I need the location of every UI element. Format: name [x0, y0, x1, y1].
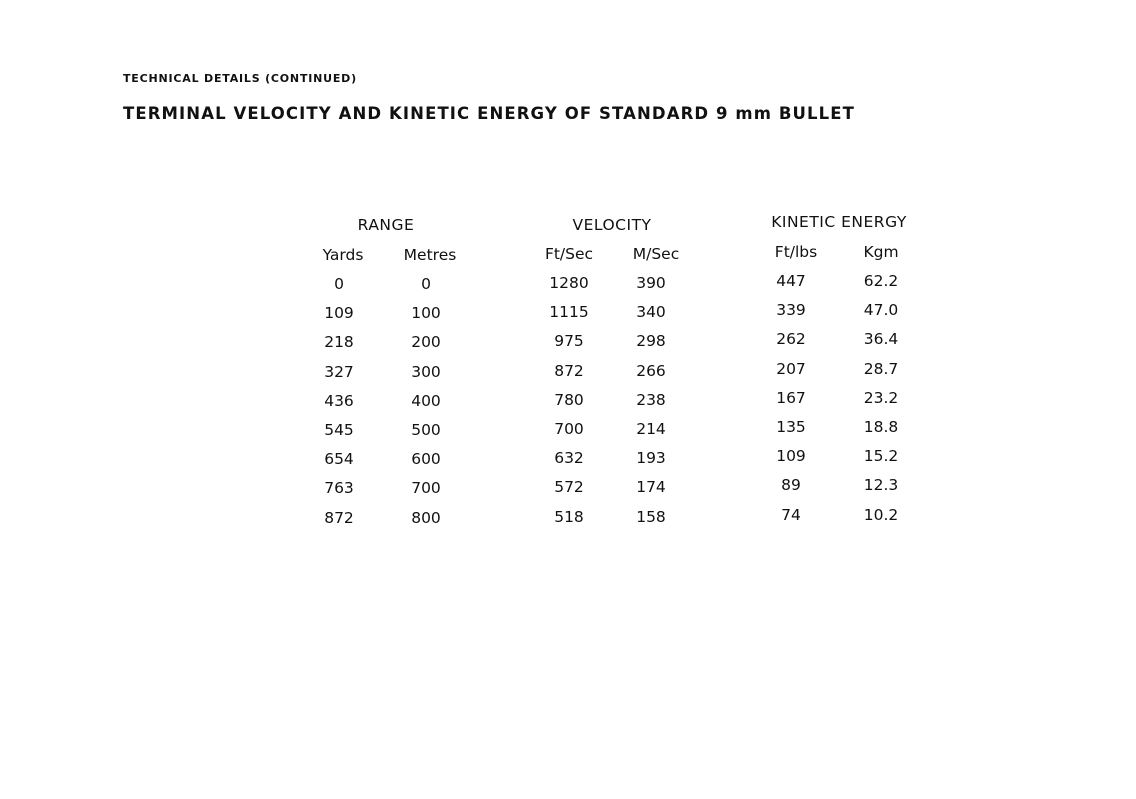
- table-cell-ft-sec: 700: [554, 420, 584, 438]
- table-cell-metres: 500: [411, 421, 441, 439]
- table-cell-kgm: 10.2: [863, 506, 899, 524]
- kinetic-energy-group-heading: KINETIC ENERGY: [771, 213, 907, 231]
- table-cell-yards: 436: [324, 392, 354, 410]
- table-cell-metres: 300: [411, 363, 441, 381]
- table-cell-metres: 0: [421, 275, 431, 293]
- table-cell-yards: 872: [324, 509, 354, 527]
- table-cell-ft-lbs: 135: [776, 418, 806, 436]
- column-header-m-sec: M/Sec: [632, 245, 680, 263]
- table-cell-metres: 700: [411, 479, 441, 497]
- table-cell-yards: 327: [324, 363, 354, 381]
- page-title: TERMINAL VELOCITY AND KINETIC ENERGY OF STANDARD 9 mm BULLET: [123, 104, 855, 123]
- table-cell-yards: 218: [324, 333, 354, 351]
- table-cell-yards: 545: [324, 421, 354, 439]
- table-cell-metres: 800: [411, 509, 441, 527]
- table-cell-kgm: 12.3: [863, 476, 899, 494]
- table-cell-ft-sec: 1280: [549, 274, 589, 292]
- table-cell-ft-lbs: 109: [776, 447, 806, 465]
- table-cell-kgm: 28.7: [863, 360, 899, 378]
- table-cell-ft-sec: 632: [554, 449, 584, 467]
- table-cell-kgm: 36.4: [863, 330, 899, 348]
- table-cell-m-sec: 340: [636, 303, 666, 321]
- table-cell-yards: 0: [334, 275, 344, 293]
- table-cell-metres: 600: [411, 450, 441, 468]
- table-cell-ft-sec: 572: [554, 478, 584, 496]
- table-cell-ft-sec: 780: [554, 391, 584, 409]
- table-cell-ft-lbs: 167: [776, 389, 806, 407]
- table-cell-ft-sec: 975: [554, 332, 584, 350]
- column-header-ft-sec: Ft/Sec: [544, 245, 594, 263]
- table-cell-yards: 109: [324, 304, 354, 322]
- column-header-kgm: Kgm: [863, 243, 899, 261]
- table-cell-m-sec: 158: [636, 508, 666, 526]
- table-cell-kgm: 18.8: [863, 418, 899, 436]
- table-cell-ft-lbs: 207: [776, 360, 806, 378]
- table-cell-yards: 763: [324, 479, 354, 497]
- table-cell-kgm: 62.2: [863, 272, 899, 290]
- table-cell-m-sec: 266: [636, 362, 666, 380]
- column-header-metres: Metres: [403, 246, 457, 264]
- section-label: TECHNICAL DETAILS (CONTINUED): [123, 72, 357, 85]
- range-group-heading: RANGE: [357, 216, 415, 234]
- table-cell-ft-lbs: 262: [776, 330, 806, 348]
- table-cell-m-sec: 174: [636, 478, 666, 496]
- column-header-ft-lbs: Ft/lbs: [774, 243, 818, 261]
- table-cell-kgm: 23.2: [863, 389, 899, 407]
- table-cell-metres: 200: [411, 333, 441, 351]
- table-cell-ft-sec: 1115: [549, 303, 589, 321]
- table-cell-m-sec: 214: [636, 420, 666, 438]
- table-cell-m-sec: 238: [636, 391, 666, 409]
- table-cell-yards: 654: [324, 450, 354, 468]
- table-cell-m-sec: 390: [636, 274, 666, 292]
- table-cell-metres: 400: [411, 392, 441, 410]
- table-cell-ft-lbs: 89: [781, 476, 801, 494]
- table-cell-ft-lbs: 339: [776, 301, 806, 319]
- table-cell-ft-lbs: 74: [781, 506, 801, 524]
- table-cell-kgm: 47.0: [863, 301, 899, 319]
- table-cell-m-sec: 193: [636, 449, 666, 467]
- table-cell-ft-sec: 518: [554, 508, 584, 526]
- table-cell-ft-sec: 872: [554, 362, 584, 380]
- table-cell-m-sec: 298: [636, 332, 666, 350]
- column-header-yards: Yards: [322, 246, 364, 264]
- table-cell-metres: 100: [411, 304, 441, 322]
- table-cell-ft-lbs: 447: [776, 272, 806, 290]
- table-cell-kgm: 15.2: [863, 447, 899, 465]
- velocity-group-heading: VELOCITY: [572, 216, 652, 234]
